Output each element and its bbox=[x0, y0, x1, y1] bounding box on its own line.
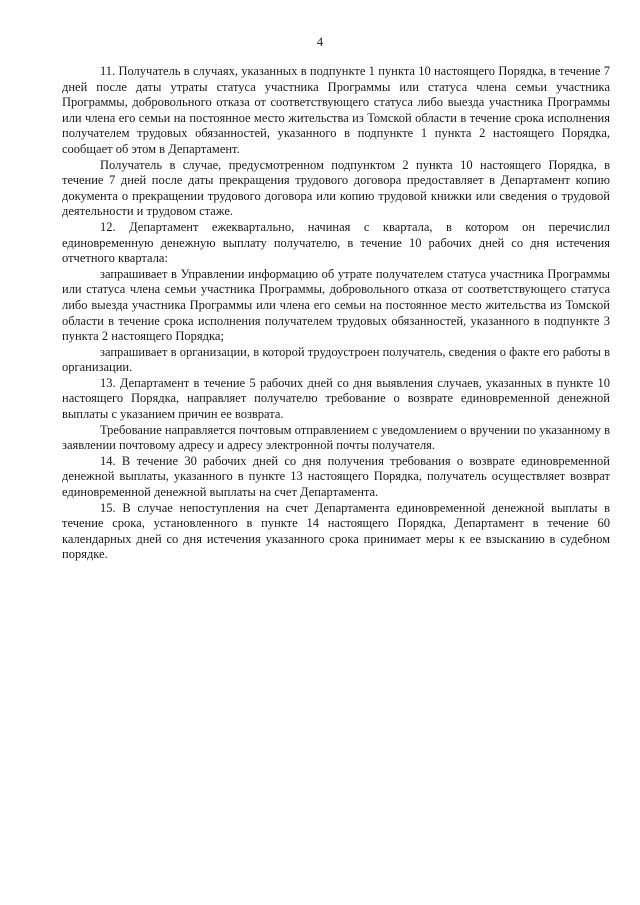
document-body bbox=[62, 64, 610, 563]
paragraph-15: 15. В случае непоступления на счет Департамента единовременной денежной выплаты в течение срока, установленного в пункте 14 настоящего Порядка, Департамент в течение 60 календарных дней со дня истечения указанного срока принимает меры к ее взысканию в судебном порядке. bbox=[62, 500, 610, 562]
paragraph-12-item-2: запрашивает в организации, в которой трудоустроен получатель, сведения о факте его работы в организации. bbox=[62, 344, 610, 375]
paragraph-13-continuation: Требование направляется почтовым отправлением с уведомлением о вручении по указанному в заявлении почтовому адресу и адресу электронной почты получателя. bbox=[62, 422, 610, 453]
paragraph-14: 14. В течение 30 рабочих дней со дня получения требования о возврате единовременной денежной выплаты, указанного в пункте 13 настоящего Порядка, получатель осуществляет возврат единовременной денежной выплаты на счет Департамента. bbox=[62, 453, 610, 500]
paragraph-11-continuation: Получатель в случае, предусмотренном подпунктом 2 пункта 10 настоящего Порядка, в течение 7 дней после даты прекращения трудового договора предоставляет в Департамент копию документа о прекращении трудового договора или копию трудовой книжки или сведения о трудовой деятельности и трудовом стаже. bbox=[62, 157, 610, 219]
paragraph-12-item-1: запрашивает в Управлении информацию об утрате получателем статуса участника Программы или статуса члена семьи участника Программы, добровольного отказа от соответствующего статуса либо выезда участника Программы или члена его семьи на постоянное место жительства из Томской области в течение срока исполнения получателем трудовых обязанностей, указанного в подпункте 3 пункта 2 настоящего Порядка; bbox=[62, 266, 610, 344]
paragraph-13: 13. Департамент в течение 5 рабочих дней со дня выявления случаев, указанных в пункте 10 настоящего Порядка, направляет получателю требование о возврате единовременной денежной выплаты с указанием причин ее возврата. bbox=[62, 375, 610, 422]
paragraph-12: 12. Департамент ежеквартально, начиная с квартала, в котором он перечислил единовременную денежную выплату получателю, в течение 10 рабочих дней со дня истечения отчетного квартала: bbox=[62, 219, 610, 266]
paragraph-11: 11. Получатель в случаях, указанных в подпункте 1 пункта 10 настоящего Порядка, в течение 7 дней после даты утраты статуса участника Программы или статуса члена семьи участника Программы, добровольного отказа от соответствующего статуса либо выезда участника Программы или члена его семьи на постоянное место жительства из Томской области в течение срока исполнения получателем трудовых обязанностей, указанного в подпункте 1 пункта 2 настоящего Порядка, сообщает об этом в Департамент. bbox=[62, 64, 610, 156]
page-number: 4 bbox=[316, 35, 324, 49]
